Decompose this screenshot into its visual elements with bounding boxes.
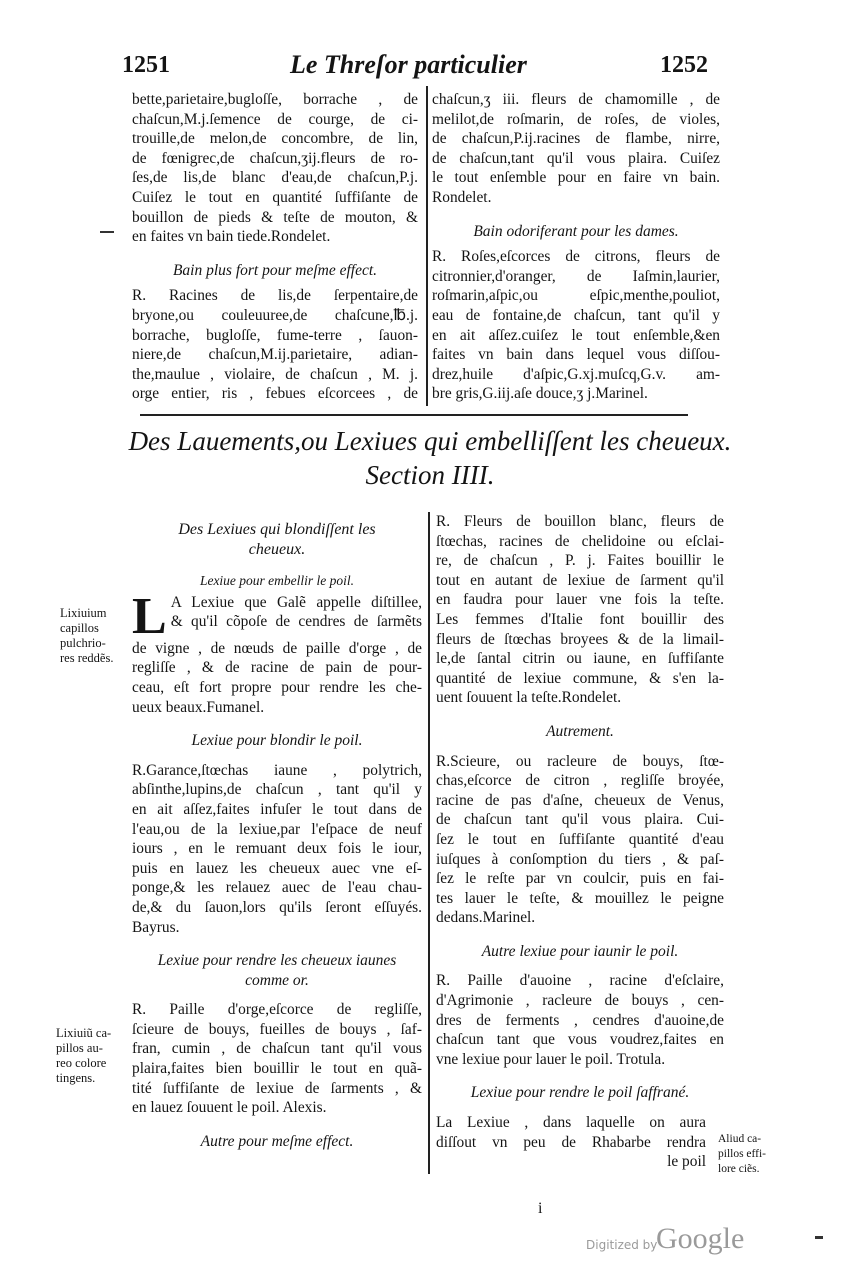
text-line: regliſſe , & de racine de pain de pour- [132,659,422,677]
section-number: Section IIII. [365,460,495,490]
text-line: puis en lauez les cheueux auec vne eſ- [132,859,422,877]
subheading: Lexiue pour embellir le poil. [199,573,355,589]
text-line: citronnier,d'oranger, de Iaſmin,laurier, [432,267,720,285]
text-line: en ait aſſez.cuiſez le tout enſemble,&en [432,326,720,344]
text-line: en ait aſſez,faites infuſer le tout dans de [132,800,422,818]
section-rule [140,414,688,416]
text-line: de vigne , de nœuds de paille d'orge , de [132,639,422,657]
margin-note [60,606,130,666]
text-line: La Lexiue , dans laquelle on aura [436,1114,706,1132]
running-title: Le Threſor particulier [290,50,527,79]
text-line: chaſcun,ʒ iii. fleurs de chamomille , de [432,91,720,108]
stray-mark [100,231,114,233]
margin-note-line: tingens. [56,1071,96,1085]
margin-note-line: capillos [60,621,99,635]
text-line: & qu'il cõpoſe de cendres de ſarmẽts [170,613,422,631]
text-line: R. Paille d'auoine , racine d'eſclaire, [436,972,724,990]
text-line: uent ſouuent la teſte.Rondelet. [436,689,622,707]
text-line: de,& du ſauon,lors qu'ils ſeront eſſuyés. [132,898,422,916]
text-line: fleurs de ſtœchas broyees & de la limail- [436,630,724,648]
text-line: orge entier, ris , febues eſcorcees , de [132,385,418,403]
text-line: Bayrus. [132,918,180,936]
text-line: chaſcun,M.j.ſemence de courge, de ci- [132,110,418,128]
margin-note-line: pulchrio- [60,636,106,650]
text-line: tité ſuffiſante de lexiue de ſarments , & [132,1079,422,1097]
signature-mark: i [538,1200,543,1217]
text-line: Rondelet. [432,188,492,206]
column-divider [426,86,428,406]
text-line: quantité de lexiue commune, & s'en la- [436,669,724,687]
catchword: le poil [667,1153,706,1171]
lower-right-column [436,512,724,1172]
column-divider [428,512,430,1174]
text-line: R. Racines de lis,de ſerpentaire,de [132,287,418,305]
text-line: borrache, bugloſſe, fume-terre , ſauon- [132,326,418,344]
text-line: iuſques à conſomption du tiers , & paſ- [436,850,724,868]
page-number-right: 1252 [660,52,708,78]
margin-note-line: pillos effi- [718,1148,767,1160]
text-line: bre gris,G.iij.aſe douce,ʒ j.Marinel. [432,385,648,403]
text-line: A Lexiue que Galẽ appelle diſtillee, [170,593,422,611]
text-line: ueux beaux.Fumanel. [132,698,265,716]
upper-right-column [432,90,720,404]
upper-right-paragraph-1 [432,90,720,208]
text-line: Les femmes d'Italie font bouillir des [436,610,724,628]
text-line: le tout enſemble pour en faire vn bain. [432,169,720,187]
text-line: de fœnigrec,de chaſcun,ʒij.fleurs de ro- [132,149,418,167]
section-title: Des Lauements,ou Lexiues qui embelliſſent les cheueux. [128,426,732,456]
lower-right-paragraph-3 [436,971,724,1069]
subheading: Lexiue pour rendre le poil ſaffrané. [470,1084,690,1102]
drop-cap: L [132,587,167,645]
margin-note-line: lore ciẽs. [718,1163,760,1175]
margin-note-line: Aliud ca- [718,1133,762,1145]
text-line: R.Scieure, ou racleure de bouys, ſtœ- [436,752,724,770]
text-line: chaſcun tant que vous voudrez,faites en [436,1031,724,1049]
text-line: Cuiſez le tout en quantité ſuffiſante de [132,188,418,206]
page-number-left: 1251 [122,52,170,78]
text-line: dedans.Marinel. [436,909,536,927]
upper-left-paragraph-1 [132,90,418,247]
text-line: R.Garance,ſtœchas iaune , polytrich, [132,761,422,779]
upper-right-paragraph-2 [432,247,720,404]
margin-note-line: Lixiuiũ ca- [56,1026,112,1040]
text-line: en lauez ſouuent le poil. Alexis. [132,1099,327,1117]
text-line: roſmarin,aſpic,ou eſpic,menthe,pouliot, [432,287,720,305]
text-line: niere,de chaſcun,M.ij.parietaire, adian- [132,346,418,364]
text-line: chas,eſcorce de citron , regliſſe broyée, [436,772,724,790]
margin-note-line: Lixiuium [60,606,107,620]
text-line: ſes,de lis,de blanc d'eau,de chaſcun,P.j. [132,169,418,187]
text-line: ſcieure de bouys, fueilles de bouys , ſaf- [132,1020,422,1038]
text-line: R. Roſes,eſcorces de citrons, fleurs de [432,248,720,266]
text-line: the,maulue , violaire, de chaſcun , M. j. [132,365,418,383]
text-line: plaira,faites bien bouillir le tout en quã- [132,1060,422,1078]
subheading: Autre pour meſme effect. [200,1132,354,1150]
lower-left-paragraph-2 [132,761,422,937]
google-watermark: Google [656,1222,745,1255]
text-line: dres de ferments , cendres d'auoine,de [436,1011,724,1029]
margin-note [718,1132,788,1177]
subheading: Lexiue pour rendre les cheueux iaunes comme or. [157,952,397,989]
text-line: en faudra pour lauer vne fois la teſte. [436,591,724,609]
digitized-by-label: Digitized by [586,1238,658,1252]
text-line: bouillon de pieds & teſte de mouton, & [132,208,418,226]
text-line: ſtœchas, racines de chelidoine ou eſclai- [436,532,724,550]
subheading: Bain plus fort pour meſme effect. [172,261,378,279]
subheading: Bain odoriferant pour les dames. [473,222,679,240]
text-line: ponge,& les relauez auec de l'eau chau- [132,879,422,897]
text-line: R. Paille d'orge,eſcorce de regliſſe, [132,1001,422,1019]
lower-left-paragraph-3 [132,1000,422,1118]
text-line: ſez le tout en ſuffiſante quantité d'eau [436,830,724,848]
subheading: Lexiue pour blondir le poil. [191,732,363,750]
text-line: vne lexiue pour lauer le poil. Trotula. [436,1050,666,1068]
upper-left-paragraph-2 [132,286,418,404]
text-line: l'eau,ou de la lexiue,par l'eſpace de neuf [132,820,422,838]
text-line: R. Fleurs de bouillon blanc, fleurs de [436,513,724,530]
text-line: ſez le reſte par vn coulcir, puis en fai- [436,870,724,888]
text-line: tout en autant de lexiue de ſarment qu'il [436,571,724,589]
lower-right-paragraph-1 [436,512,724,708]
lower-right-paragraph-2 [436,752,724,928]
text-line: eau de fontaine,de chaſcun, tant qu'il y [432,306,720,324]
subheading: Des Lexiues qui blondiſſent les cheueux. [178,521,376,558]
text-line: de chaſcun,tant qu'il vous plaira. Cuiſez [432,149,720,167]
margin-note [56,1026,128,1086]
text-line: ceau, eſt fort propre pour rendre les che- [132,678,422,696]
text-line: drez,huile d'aſpic,G.xj.muſcq,G.v. am- [432,365,720,383]
lower-left-paragraph-1 [132,587,422,717]
text-line: d'Agrimonie , racleure de bouys , cen- [436,992,724,1010]
text-line: abſinthe,lupins,de chaſcun , tant qu'il y [132,781,422,799]
text-line: melilot,de roſmarin, de roſes, de violes, [432,110,720,128]
text-line: re, de chaſcun , P. j. Faites bouillir le [436,552,724,570]
stray-mark [815,1236,823,1239]
text-line: trouille,de melon,de concombre, de lin, [132,130,418,148]
text-line: de chaſcun,P.ij.racines de flambe, nirre, [432,130,720,148]
text-line: fran, cumin , de chaſcun tant qu'il vous [132,1040,422,1058]
text-line: racine de pas d'aſne, cheueux de Venus, [436,791,724,809]
text-line: diſſout vn peu de Rhabarbe rendra [436,1133,706,1151]
text-line: tes lauer le teſte, & mouillez le peigne [436,889,724,907]
margin-note-line: reo colore [56,1056,107,1070]
text-line: faites vn bain dans lequel vous diſſou- [432,346,720,364]
margin-note-line: res reddẽs. [60,651,114,665]
text-line: de chaſcun tant qu'il vous plaira. Cui- [436,811,724,829]
text-line: bryone,ou couleuuree,de chaſcune,℔.j. [132,306,418,324]
margin-note-line: pillos au- [56,1041,103,1055]
subheading: Autrement. [546,722,614,740]
text-line: iours , en le remuant deux fois le iour, [132,840,422,858]
text-line: le,de ſantal citrin ou iaune, en ſuffiſante [436,650,724,668]
upper-left-column [132,90,418,404]
lower-right-paragraph-4 [436,1113,706,1172]
text-line: en faites vn bain tiede.Rondelet. [132,228,331,246]
text-line: bette,parietaire,bugloſſe, borrache , de [132,91,418,108]
lower-left-column [132,520,422,1151]
subheading: Autre lexiue pour iaunir le poil. [481,942,679,960]
